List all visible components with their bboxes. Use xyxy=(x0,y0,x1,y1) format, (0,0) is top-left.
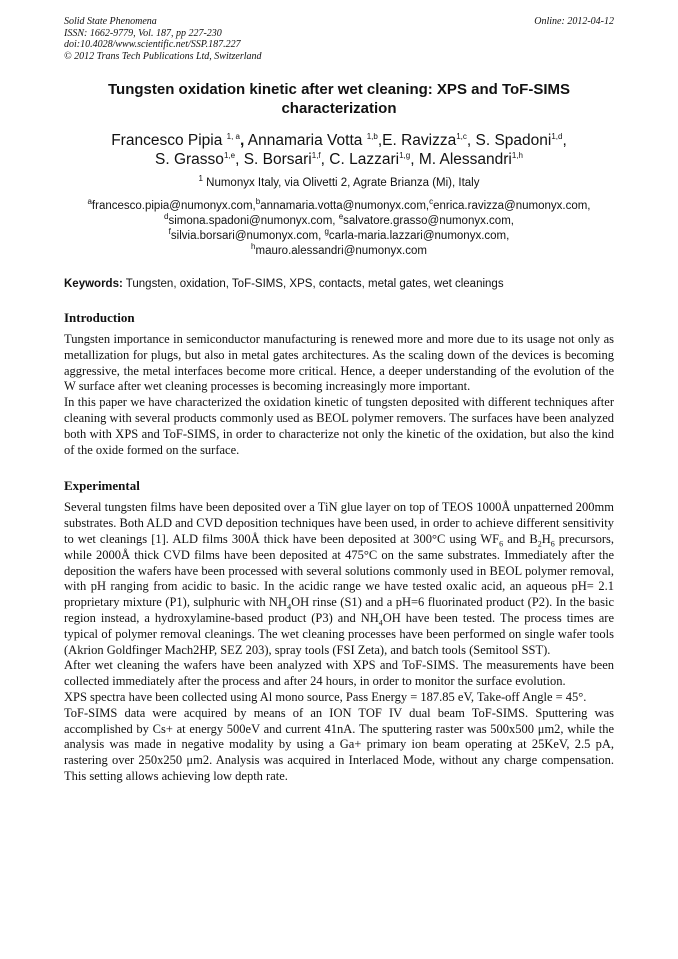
doi-line: doi:10.4028/www.scientific.net/SSP.187.227 xyxy=(64,39,241,50)
author-sup: 1,c xyxy=(456,131,467,141)
email-address: enrica.ravizza@numonyx.com, xyxy=(433,200,591,212)
experimental-paragraph-1 xyxy=(64,500,614,658)
text-run: OH have been tested. The process times are typical of polymer removal cleanings. The wet cleaning processes have been performed on single wafer tools (Akrion Goldfinger Mach2HP, SEZ 203), spray tools (FSI Zeta), and batch tools (Semitool SST). xyxy=(64,610,614,657)
author-list xyxy=(64,131,614,169)
email-address: annamaria.votta@numonyx.com, xyxy=(260,200,430,212)
subscript: 4 xyxy=(378,618,383,628)
experimental-paragraph-3: XPS spectra have been collected using Al mono source, Pass Energy = 187.85 eV, Take-off Angle = 45°. xyxy=(64,689,587,704)
author-name: S. Grasso xyxy=(155,151,224,168)
subscript: 6 xyxy=(550,539,555,549)
subscript: 6 xyxy=(499,539,504,549)
author-sup: 1,b xyxy=(366,131,378,141)
journal-name: Solid State Phenomena xyxy=(64,16,157,27)
email-address: silvia.borsari@numonyx.com, xyxy=(170,230,322,242)
email-address: mauro.alessandri@numonyx.com xyxy=(255,245,427,257)
email-sup: b xyxy=(255,197,261,207)
email-sup: c xyxy=(429,197,434,207)
email-sup: e xyxy=(338,212,344,222)
paper-page xyxy=(64,16,614,785)
experimental-heading: Experimental xyxy=(64,478,140,494)
author-sup: 1,h xyxy=(511,150,523,160)
author-sup: 1,e xyxy=(223,150,236,160)
subscript: 2 xyxy=(537,539,542,549)
issn-line: ISSN: 1662-9779, Vol. 187, pp 227-230 xyxy=(64,27,222,39)
journal-header xyxy=(64,16,614,64)
keywords-text: Tungsten, oxidation, ToF-SIMS, XPS, contacts, metal gates, wet cleanings xyxy=(125,278,504,290)
experimental-paragraph-2: After wet cleaning the wafers have been analyzed with XPS and ToF-SIMS. The measurements have been collected immediately after the process and after 24 hours, in order to monitor the surface evolution. xyxy=(64,658,614,689)
email-sup: g xyxy=(324,227,329,237)
affiliation-text: Numonyx Italy, via Olivetti 2, Agrate Brianza (Mi), Italy xyxy=(206,177,480,189)
text-run: and B xyxy=(503,531,538,546)
email-sup: f xyxy=(168,227,171,237)
introduction-paragraph-2: In this paper we have characterized the oxidation kinetic of tungsten deposited with different techniques after cleaning with several products commonly used as BEOL polymer removers. The surfaces have been analyzed both with XPS and ToF-SIMS, in order to characterize not only the kinetic of the oxidation, but also the kind of the oxide formed on the surface. xyxy=(64,395,614,457)
author-separator: , xyxy=(240,132,245,149)
author-line-2: S. Grasso$^{1,e}$, S. Borsari$^{1,f}$, C. Lazzari$^{1,g}$, M. Alessandri$^{1,h}$ xyxy=(155,150,523,168)
introduction-paragraph-1: Tungsten importance in semiconductor manufacturing is renewed more and more due to its usage not only as metallization for plugs, but also in metal gates architectures. As the scaling down of the devices is becoming aggressive, the metal interfaces become more critical. Hence, a deeper understanding of the evolution of the W surface after wet cleaning processes is becoming increasingly more important. xyxy=(64,332,614,394)
email-line-2 xyxy=(64,214,614,229)
author-sup: 1,g xyxy=(399,150,411,160)
author-name: S. Borsari xyxy=(243,151,312,168)
email-sup: h xyxy=(251,242,256,252)
author-line-1: Francesco Pipia $^{1, a}$, Annamaria Votta $^{1,b}$,E. Ravizza$^{1,c}$, S. Spadoni$^{1,d}$, xyxy=(111,131,567,149)
author-sup: 1,d xyxy=(551,131,563,141)
author-sup: 1,f xyxy=(311,150,321,160)
email-list xyxy=(64,199,614,259)
email-line-4 xyxy=(64,244,614,259)
text-run: precursors, while 2000Å thick CVD films have been deposited at 475°C on the same substrates. Immediately after the deposition the wafers have been processed with several solutions commonly used in BEOL polymer removal, with pH ranging from acidic to basic. In the acidic range we have tested oxalic acid, an aqueous pH= 2.1 proprietary mixture (P1), sulphuric with NH xyxy=(64,531,614,610)
author-name: C. Lazzari xyxy=(329,151,400,168)
email-line-3 xyxy=(64,229,614,244)
title-line-2: characterization xyxy=(281,100,397,117)
copyright-line: © 2012 Trans Tech Publications Ltd, Switzerland xyxy=(64,50,262,62)
affiliation xyxy=(64,176,614,191)
journal-info xyxy=(64,16,262,62)
text-run: OH rinse (S1) and a pH=6 fluorinated product (P2). In the basic region instead, a hydroxylamine-based product (P3) and NH xyxy=(64,595,614,625)
email-address: carla-maria.lazzari@numonyx.com, xyxy=(328,230,510,242)
email-address: salvatore.grasso@numonyx.com, xyxy=(343,215,514,227)
title-line-1: Tungsten oxidation kinetic after wet cleaning: XPS and ToF-SIMS xyxy=(108,81,570,98)
author-sup: 1, a xyxy=(226,131,240,141)
affiliation-sup: 1 xyxy=(198,174,203,184)
author-name: Francesco Pipia xyxy=(111,132,223,149)
author-name: Annamaria Votta xyxy=(247,132,363,149)
email-address: francesco.pipia@numonyx.com, xyxy=(91,200,256,212)
email-address: simona.spadoni@numonyx.com, xyxy=(168,215,336,227)
text-run: H xyxy=(541,531,551,546)
experimental-paragraph-4: ToF-SIMS data were acquired by means of an ION TOF IV dual beam ToF-SIMS. Sputtering was accomplished by Cs+ at energy 500eV and current 41nA. The sputtering raster was 500x500 μm2, while the analysis was made in negative modality by using a Ga+ primary ion beam operating at 25KeV, 2.5 pA, rastering over 250x250 μm2. Analysis was acquired in Interlaced Mode, without any charge compensation. This setting allows achieving low depth rate. xyxy=(64,705,614,783)
paper-title xyxy=(64,80,614,118)
email-sup: d xyxy=(164,212,169,222)
author-name: E. Ravizza xyxy=(382,132,457,149)
keywords xyxy=(64,277,614,292)
subscript: 4 xyxy=(287,602,292,612)
online-date: Online: 2012-04-12 xyxy=(534,16,614,27)
keywords-label: Keywords: xyxy=(64,278,123,290)
email-sup: a xyxy=(87,197,92,207)
text-run: Several tungsten films have been deposited over a TiN glue layer on top of TEOS 1000Å unpatterned 200mm substrates. Both ALD and CVD deposition techniques have been used, in order to achieve different sensitivity to wet cleanings [1]. ALD films 300Å thick have been deposited at 300°C using WF xyxy=(64,500,614,546)
author-name: S. Spadoni xyxy=(475,132,552,149)
author-name: M. Alessandri xyxy=(418,151,512,168)
introduction-heading: Introduction xyxy=(64,310,135,325)
